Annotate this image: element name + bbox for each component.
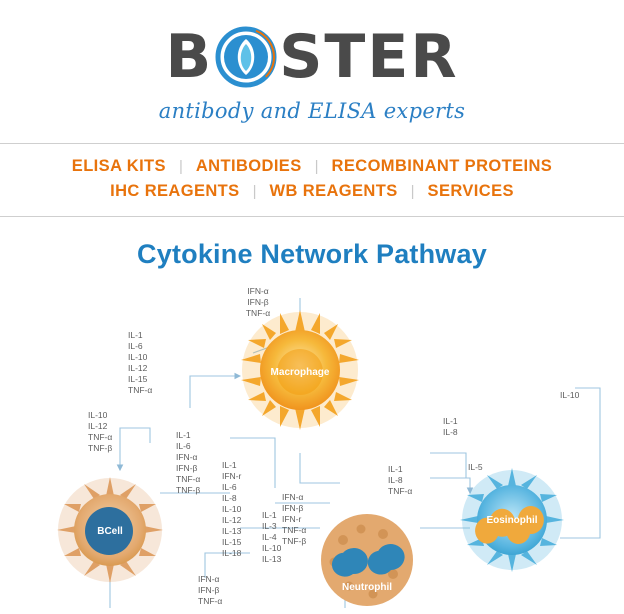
- cytokine-label: IL-15: [128, 374, 148, 384]
- cytokine-label: IL-15: [222, 537, 242, 547]
- cytokine-group-bcell-input-left: [88, 410, 112, 453]
- cytokine-label: IL-10: [262, 543, 282, 553]
- cytokine-label: IL-13: [222, 526, 242, 536]
- diagram-svg: [0, 278, 624, 608]
- boster-circle-logo-icon: [215, 26, 277, 88]
- cytokine-label: IL-12: [222, 515, 242, 525]
- cytokine-label: IFN-α: [282, 492, 304, 502]
- cytokine-label: IFN-β: [247, 297, 269, 307]
- nav-antibodies[interactable]: ANTIBODIES: [195, 157, 302, 175]
- site-header: [0, 0, 624, 144]
- cytokine-label: IL-1: [222, 460, 237, 470]
- bcell-label: BCell: [97, 526, 123, 537]
- cytokine-label: IL-10: [88, 410, 108, 420]
- neutrophil-label: Neutrophil: [342, 582, 392, 593]
- cytokine-label: IL-10: [128, 352, 148, 362]
- cell-bcell: [57, 477, 163, 583]
- cytokine-label: TNF-β: [88, 443, 113, 453]
- cell-neutrophil: [321, 514, 413, 606]
- cytokine-label: TNF-β: [176, 485, 201, 495]
- cytokine-label: TNF-α: [245, 308, 271, 318]
- cytokine-label: IL-13: [262, 554, 282, 564]
- cytokine-label: IL-8: [443, 427, 458, 437]
- cytokine-label: TNF-α: [198, 596, 223, 606]
- cytokine-label: IL-3: [262, 521, 277, 531]
- nav-row-secondary: [0, 179, 624, 204]
- cytokine-label: IL-5: [468, 462, 483, 472]
- nav-wb-reagents[interactable]: WB REAGENTS: [269, 182, 398, 200]
- cytokine-label: TNF-α: [88, 432, 113, 442]
- cytokine-group-center-group-c: [262, 510, 282, 564]
- cytokine-label: IFN-r: [282, 514, 302, 524]
- cytokine-group-neutrophil-input: [388, 464, 412, 496]
- logo-text-after: STER: [279, 21, 459, 92]
- nav-services[interactable]: SERVICES: [427, 182, 514, 200]
- cytokine-label: TNF-β: [282, 536, 307, 546]
- cytokine-network-diagram: [0, 278, 624, 608]
- cytokine-label: TNF-α: [176, 474, 201, 484]
- nav-row-primary: [0, 154, 624, 179]
- eosinophil-label: Eosinophil: [486, 515, 538, 526]
- logo-wordmark: [112, 21, 512, 93]
- cytokine-group-right-output-il10: [560, 390, 580, 400]
- cytokine-label: IL-1: [262, 510, 277, 520]
- cytokine-label: IFN-α: [198, 574, 220, 584]
- cytokine-label: IFN-α: [247, 286, 269, 296]
- cytokine-group-eosinophil-input-left: [443, 416, 458, 437]
- nav-recombinant-proteins[interactable]: RECOMBINANT PROTEINS: [331, 157, 553, 175]
- cytokine-group-center-group-b: [282, 492, 306, 546]
- cytokine-label: TNF-α: [388, 486, 413, 496]
- cytokine-label: IFN-β: [282, 503, 304, 513]
- nav-separator: |: [178, 158, 183, 175]
- cytokine-group-macrophage-output-top: [246, 286, 270, 318]
- cytokine-label: IL-4: [262, 532, 277, 542]
- cytokine-label: TNF-α: [128, 385, 153, 395]
- cytokine-group-bottom-left-group: [198, 574, 222, 606]
- nav-separator: |: [252, 183, 257, 200]
- cytokine-label: IL-8: [222, 493, 237, 503]
- logo-tagline: antibody and ELISA experts: [158, 98, 466, 123]
- cytokine-label: IL-18: [222, 548, 242, 558]
- nav-ihc-reagents[interactable]: IHC REAGENTS: [110, 182, 240, 200]
- site-logo[interactable]: [112, 21, 512, 123]
- cytokine-label: IL-1: [176, 430, 191, 440]
- nav-separator: |: [410, 183, 415, 200]
- macrophage-label: Macrophage: [270, 367, 330, 378]
- cytokine-label: IFN-r: [222, 471, 242, 481]
- cytokine-label: IL-1: [128, 330, 143, 340]
- cytokine-group-macrophage-input-left: [128, 330, 152, 395]
- cytokine-group-center-group-a: [222, 460, 242, 558]
- cytokine-label: IL-1: [388, 464, 403, 474]
- cytokine-label: TNF-α: [282, 525, 307, 535]
- logo-text-before: B: [165, 21, 214, 92]
- cytokine-label: IL-10: [222, 504, 242, 514]
- cytokine-label: IL-10: [560, 390, 580, 400]
- cytokine-group-center-left-group: [176, 430, 200, 495]
- cytokine-label: IL-8: [388, 475, 403, 485]
- cytokine-label: IFN-β: [176, 463, 198, 473]
- cytokine-label: IL-6: [176, 441, 191, 451]
- cytokine-label: IFN-α: [176, 452, 198, 462]
- cytokine-label: IL-6: [128, 341, 143, 351]
- cytokine-label: IL-1: [443, 416, 458, 426]
- nav-separator: |: [314, 158, 319, 175]
- page-title: Cytokine Network Pathway: [137, 239, 487, 269]
- cytokine-label: IL-12: [128, 363, 148, 373]
- nav-elisa-kits[interactable]: ELISA KITS: [71, 157, 166, 175]
- cell-eosinophil: [460, 468, 564, 572]
- cytokine-group-eosinophil-input-il5: [468, 462, 483, 472]
- main-navigation: [0, 144, 624, 217]
- cytokine-label: IL-6: [222, 482, 237, 492]
- cell-macrophage: [241, 310, 359, 430]
- cytokine-label: IL-12: [88, 421, 108, 431]
- cytokine-label: IFN-β: [198, 585, 220, 595]
